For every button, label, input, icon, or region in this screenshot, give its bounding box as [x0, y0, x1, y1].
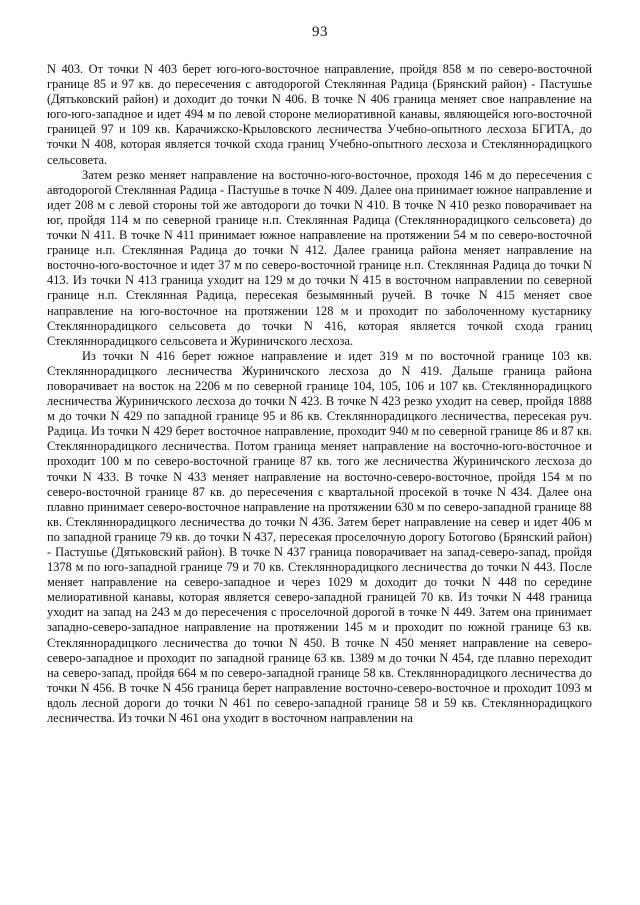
paragraph-continuation: N 403. От точки N 403 берет юго-юго-восточное направление, пройдя 858 м по северо-восточной границе 85 и 97 кв. до пересечения с автодорогой Стеклянная Радица (Брянский район) - Пастушье (Дятьковский район) и доходит до точки N 406. В точке N 406 граница меняет свое направление на юго-юго-западное и идет 494 м по левой стороне мелиоративной канавы, являющейся юго-восточной границей 97 и 109 кв. Карачижско-Крыловского лесничества Учебно-опытного лесхоза БГИТА, до точки N 408, которая является точкой схода границ Учебно-опытного лесхоза и Стекляннорадицкого сельсовета.	[47, 62, 592, 167]
page-number: 93	[312, 24, 328, 40]
paragraph: Затем резко меняет направление на восточно-юго-восточное, проходя 146 м до пересечения с автодорогой Стеклянная Радица - Пастушье в точке N 409. Далее она принимает южное направление и идет 208 м с левой стороны той же автодороги до точки N 410. В точке N 410 резко поворачивает на юг, пройдя 114 м по северной границе н.п. Стеклянная Радица (Стекляннорадицкого сельсовета) до точки N 411. В точке N 411 принимает южное направление на протяжении 54 м по северо-восточной границе н.п. Стеклянная Радица до точки N 412. Далее граница района меняет направление на восточно-юго-восточное и идет 37 м по северо-восточной границе н.п. Стеклянная Радица до точки N 413. Из точки N 413 граница уходит на 129 м до точки N 415 в восточном направлении по северной границе н.п. Стеклянная Радица, пересекая безымянный ручей. В точке N 415 меняет свое направление на юго-восточное на протяжении 128 м и проходит по заболоченному кустарнику Стекляннорадицкого сельсовета до точки N 416, которая является точкой схода границ Стекляннорадицкого сельсовета и Журиничского лесхоза.	[47, 167, 592, 348]
paragraph: Из точки N 416 берет южное направление и идет 319 м по восточной границе 103 кв. Стекляннорадицкого лесничества Журиничского лесхоза до N 419. Дальше граница района поворачивает на восток на 2206 м по северной границе 104, 105, 106 и 107 кв. Стекляннорадицкого лесничества Журиничского лесхоза до точки N 423. В точке N 423 резко уходит на север, пройдя 1888 м до точки N 429 по западной границе 95 и 86 кв. Стекляннорадицкого лесничества, пересекая руч. Радица. Из точки N 429 берет восточное направление, проходит 940 м по северной границе 86 и 87 кв. Стекляннорадицкого лесничества. Потом граница меняет направление на восточно-юго-восточное и проходит 100 м по северо-восточной границе 87 кв. того же лесничества Журиничского лесхоза до точки N 433. В точке N 433 меняет направление на восточно-северо-восточное, пройдя 154 м по северо-восточной границе 87 кв. до пересечения с квартальной просекой в точке N 434. Далее она плавно принимает северо-восточное направление на протяжении 630 м по северо-западной границе 88 кв. Стекляннорадицкого лесничества до точки N 436. Затем берет направление на север и идет 406 м по западной границе 79 кв. до точки N 437, пересекая проселочную дорогу Ботогово (Брянский район) - Пастушье (Дятьковский район). В точке N 437 граница поворачивает на запад-северо-запад, пройдя 1378 м по юго-западной границе 79 и 70 кв. Стекляннорадицкого лесничества до точки N 443. После меняет направление на северо-западное и через 1029 м доходит до точки N 448 по середине мелиоративной канавы, которая является северо-западной границей 70 кв. Из точки N 448 граница уходит на запад на 243 м до пересечения с проселочной дорогой в точке N 449. Затем она принимает западно-северо-западное направление на протяжении 145 м и проходит по южной границе 63 кв. Стекляннорадицкого лесничества до точки N 450. В точке N 450 меняет направление на северо-северо-западное и проходит по западной границе 63 кв. 1389 м до точки N 454, где плавно переходит на северо-запад, пройдя 664 м по северо-западной границе 58 кв. Стекляннорадицкого лесничества до точки N 456. В точке N 456 граница берет направление восточно-северо-восточное и проходит 1093 м вдоль лесной дороги до точки N 461 по северо-западной границе 58 и 59 кв. Стекляннорадицкого лесничества. Из точки N 461 она уходит в восточном направлении на	[47, 348, 592, 726]
body-text	[47, 62, 592, 726]
